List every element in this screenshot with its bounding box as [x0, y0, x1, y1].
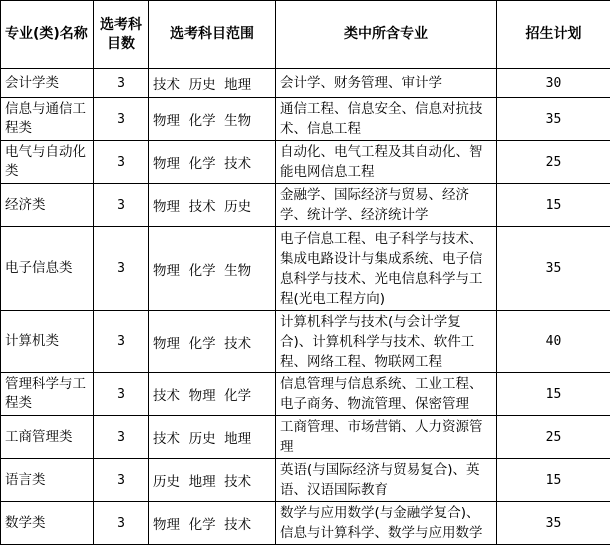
cell-category: 经济类	[1, 184, 94, 227]
cell-category: 信息与通信工程类	[1, 98, 94, 141]
cell-subjects: 物理 技术 历史	[149, 184, 276, 227]
header-category: 专业(类)名称	[1, 1, 94, 69]
cell-majors: 自动化、电气工程及其自动化、智能电网信息工程	[276, 141, 497, 184]
cell-subject-count: 3	[94, 184, 149, 227]
cell-subject-count: 3	[94, 373, 149, 416]
cell-subjects: 技术 历史 地理	[149, 416, 276, 459]
cell-category: 计算机类	[1, 311, 94, 373]
cell-category: 电子信息类	[1, 227, 94, 311]
header-included-majors: 类中所含专业	[276, 1, 497, 69]
cell-subjects: 物理 化学 生物	[149, 98, 276, 141]
cell-subject-count: 3	[94, 227, 149, 311]
cell-subjects: 物理 化学 生物	[149, 227, 276, 311]
cell-majors: 信息管理与信息系统、工业工程、电子商务、物流管理、保密管理	[276, 373, 497, 416]
cell-plan: 40	[497, 311, 610, 373]
cell-plan: 25	[497, 141, 610, 184]
cell-plan: 15	[497, 459, 610, 502]
table-row	[1, 227, 610, 311]
cell-majors: 金融学、国际经济与贸易、经济学、统计学、经济统计学	[276, 184, 497, 227]
table-row	[1, 69, 610, 98]
header-subject-count: 选考科目数	[94, 1, 149, 69]
cell-majors: 会计学、财务管理、审计学	[276, 69, 497, 98]
table-row	[1, 98, 610, 141]
cell-majors: 通信工程、信息安全、信息对抗技术、信息工程	[276, 98, 497, 141]
cell-plan: 15	[497, 373, 610, 416]
cell-subjects: 物理 化学 技术	[149, 502, 276, 545]
table-row	[1, 141, 610, 184]
header-enrollment-plan: 招生计划	[497, 1, 610, 69]
cell-subject-count: 3	[94, 459, 149, 502]
table-header-row	[1, 1, 610, 69]
table-row	[1, 184, 610, 227]
cell-category: 数学类	[1, 502, 94, 545]
cell-subject-count: 3	[94, 69, 149, 98]
cell-plan: 15	[497, 184, 610, 227]
table-row	[1, 459, 610, 502]
cell-subject-count: 3	[94, 416, 149, 459]
cell-category: 工商管理类	[1, 416, 94, 459]
cell-category: 会计学类	[1, 69, 94, 98]
cell-subjects: 技术 物理 化学	[149, 373, 276, 416]
table-row	[1, 311, 610, 373]
cell-category: 语言类	[1, 459, 94, 502]
cell-majors: 计算机科学与技术(与会计学复合)、计算机科学与技术、软件工程、网络工程、物联网工程	[276, 311, 497, 373]
cell-subject-count: 3	[94, 141, 149, 184]
cell-category: 管理科学与工程类	[1, 373, 94, 416]
cell-plan: 35	[497, 502, 610, 545]
cell-majors: 工商管理、市场营销、人力资源管理	[276, 416, 497, 459]
cell-subject-count: 3	[94, 311, 149, 373]
cell-plan: 35	[497, 98, 610, 141]
cell-plan: 35	[497, 227, 610, 311]
cell-category: 电气与自动化类	[1, 141, 94, 184]
cell-subjects: 物理 化学 技术	[149, 311, 276, 373]
table-row	[1, 502, 610, 545]
cell-plan: 25	[497, 416, 610, 459]
cell-subjects: 技术 历史 地理	[149, 69, 276, 98]
cell-plan: 30	[497, 69, 610, 98]
cell-majors: 电子信息工程、电子科学与技术、集成电路设计与集成系统、电子信息科学与技术、光电信息科学与工程(光电工程方向)	[276, 227, 497, 311]
cell-subjects: 物理 化学 技术	[149, 141, 276, 184]
header-subject-range: 选考科目范围	[149, 1, 276, 69]
cell-majors: 英语(与国际经济与贸易复合)、英语、汉语国际教育	[276, 459, 497, 502]
cell-subject-count: 3	[94, 502, 149, 545]
table-row	[1, 373, 610, 416]
cell-subjects: 历史 地理 技术	[149, 459, 276, 502]
cell-majors: 数学与应用数学(与金融学复合)、信息与计算科学、数学与应用数学	[276, 502, 497, 545]
table-row	[1, 416, 610, 459]
cell-subject-count: 3	[94, 98, 149, 141]
